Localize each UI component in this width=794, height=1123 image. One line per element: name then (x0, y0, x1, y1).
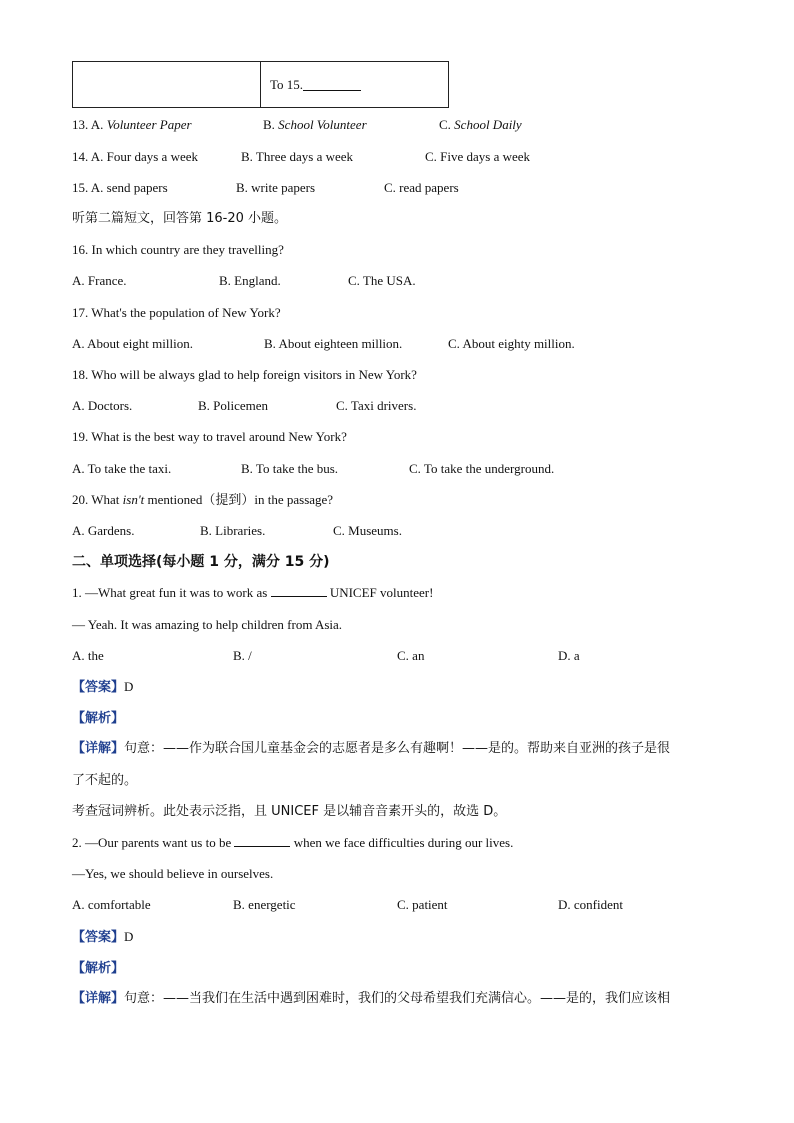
q13-option-c-label: C. (439, 117, 455, 132)
q16-option-c: C. The USA. (348, 273, 416, 288)
detail-tag: 【详解】 (72, 741, 125, 756)
q17-option-b: B. About eighteen million. (264, 336, 403, 351)
mc2-stem-post: when we face difficulties during our lives. (290, 835, 514, 850)
q13-option-a: Volunteer Paper (106, 117, 192, 132)
mc1-option-c: C. an (397, 648, 425, 663)
q18-option-b: B. Policemen (198, 398, 269, 413)
q13-option-b-label: B. (263, 117, 279, 132)
q15-option-a: 15. A. send papers (72, 180, 168, 195)
q17-option-c: C. About eighty million. (448, 336, 575, 351)
q15-option-c: C. read papers (384, 180, 459, 195)
q16-option-a: A. France. (72, 273, 127, 288)
mc1-detail-3: 考查冠词辨析。此处表示泛指，且 UNICEF 是以辅音音素开头的，故选 D。 (72, 804, 507, 819)
q13-option-c-wrap (439, 116, 522, 134)
mc2-option-a: A. comfortable (72, 897, 151, 912)
mc1-option-d: D. a (558, 648, 580, 663)
mc2-detail-1 (72, 990, 670, 1008)
q20-option-c: C. Museums. (333, 523, 402, 538)
mc2-stem-pre: 2. —Our parents want us to be (72, 835, 235, 850)
q19-option-b: B. To take the bus. (241, 461, 339, 476)
q17-option-a: A. About eight million. (72, 336, 193, 351)
q14-option-b: B. Three days a week (241, 149, 354, 164)
mc1-detail-1 (72, 740, 670, 758)
q20-option-b: B. Libraries. (200, 523, 266, 538)
mc1-answer-value: D (124, 679, 134, 694)
section2-title: 二、单项选择(每小题 1 分，满分 15 分) (72, 554, 330, 570)
q18-option-c: C. Taxi drivers. (336, 398, 417, 413)
mc1-detail-2: 了不起的。 (72, 773, 138, 788)
table-left-cell (73, 62, 261, 107)
mc2-option-d: D. confident (558, 897, 623, 912)
q20-stem-pre: 20. What (72, 492, 123, 507)
q18-stem: 18. Who will be always glad to help foreign visitors in New York? (72, 367, 417, 382)
q18-option-a: A. Doctors. (72, 398, 133, 413)
answer-tag: 【答案】 (72, 930, 125, 945)
table-right-cell (261, 62, 448, 107)
mc2-option-c: C. patient (397, 897, 448, 912)
q13-option-c: School Daily (454, 117, 522, 132)
mc2-answer (72, 928, 133, 947)
mc2-detail-1-text: 句意：——当我们在生活中遇到困难时，我们的父母希望我们充满信心。——是的，我们应该相 (124, 991, 671, 1006)
mc1-stem-post: UNICEF volunteer! (326, 585, 434, 600)
q20-stem-post: mentioned（提到）in the passage? (144, 492, 334, 507)
analysis-tag: 【解析】 (72, 711, 125, 726)
mc1-reply: — Yeah. It was amazing to help children from Asia. (72, 617, 343, 632)
mc1-detail-1-text: 句意：——作为联合国儿童基金会的志愿者是多么有趣啊！——是的。帮助来自亚洲的孩子是很 (124, 741, 671, 756)
q17-stem: 17. What's the population of New York? (72, 305, 281, 320)
mc1-analysis (72, 709, 124, 728)
answer-table (72, 61, 449, 108)
detail-tag: 【详解】 (72, 991, 125, 1006)
q15-option-b: B. write papers (236, 180, 316, 195)
q13-option-b-wrap (263, 116, 367, 134)
q20-stem-italic: isn't (122, 492, 145, 507)
mc2-analysis (72, 959, 124, 978)
q13-option-a-label: A. (90, 117, 107, 132)
mc2-option-b: B. energetic (233, 897, 296, 912)
mc1-option-b: B. / (233, 648, 252, 663)
answer-blank (303, 78, 361, 91)
q13-number: 13. (72, 117, 89, 132)
analysis-tag: 【解析】 (72, 961, 125, 976)
q19-stem: 19. What is the best way to travel around New York? (72, 429, 347, 444)
mc1-blank (271, 584, 327, 597)
q19-option-c: C. To take the underground. (409, 461, 555, 476)
mc2-reply: —Yes, we should believe in ourselves. (72, 866, 274, 881)
answer-tag: 【答案】 (72, 680, 125, 695)
q14-option-a: 14. A. Four days a week (72, 149, 199, 164)
mc1-stem-pre: 1. —What great fun it was to work as (72, 585, 271, 600)
table-right-text: To 15. (270, 76, 304, 92)
q19-option-a: A. To take the taxi. (72, 461, 172, 476)
mc1-stem (72, 584, 433, 602)
mc2-blank (234, 834, 290, 847)
q13-option-b: School Volunteer (278, 117, 367, 132)
mc2-stem (72, 834, 513, 852)
section-listening-2: 听第二篇短文，回答第 16-20 小题。 (72, 211, 288, 226)
q13-row (72, 116, 192, 134)
q20-stem (72, 491, 333, 509)
q20-option-a: A. Gardens. (72, 523, 135, 538)
mc1-answer (72, 678, 133, 697)
q14-option-c: C. Five days a week (425, 149, 531, 164)
mc2-answer-value: D (124, 929, 134, 944)
q16-option-b: B. England. (219, 273, 281, 288)
q16-stem: 16. In which country are they travelling? (72, 242, 284, 257)
mc1-option-a: A. the (72, 648, 104, 663)
